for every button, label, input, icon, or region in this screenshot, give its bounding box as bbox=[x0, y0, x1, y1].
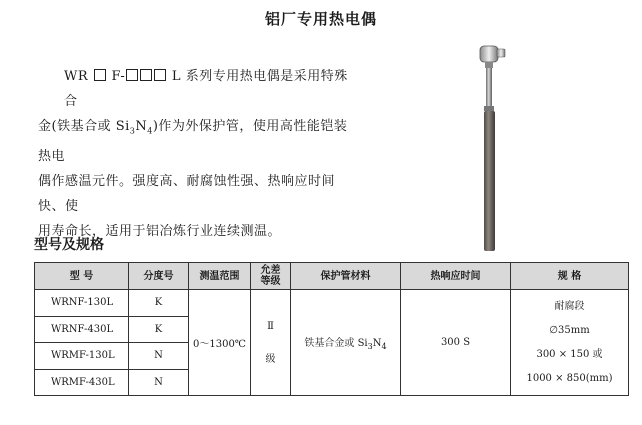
model-prefix: WR bbox=[64, 69, 89, 84]
thermocouple-photo bbox=[468, 36, 528, 258]
cell-grade: K bbox=[129, 290, 189, 317]
model-placeholder-box bbox=[140, 69, 152, 81]
table-row bbox=[35, 290, 629, 317]
subscript: 4 bbox=[147, 126, 153, 136]
intro-line1-tail: 系列专用热电偶是采用特殊合 bbox=[64, 69, 348, 109]
model-mid: F- bbox=[111, 69, 126, 84]
header-material: 保护管材料 bbox=[291, 263, 401, 290]
header-tolerance-line1: 允差 bbox=[260, 265, 281, 276]
model-placeholder-box bbox=[154, 69, 166, 81]
intro-line2-b: N bbox=[135, 119, 148, 134]
intro-line3: 偶作感温元件。强度高、耐腐蚀性强、热响应时间快、使 bbox=[38, 173, 336, 214]
intro-line2-a: 金(铁基合或 Si bbox=[38, 119, 130, 134]
spec-line: 300 × 150 或 bbox=[536, 348, 603, 360]
cell-range: 0～1300℃ bbox=[189, 290, 251, 396]
subscript: 3 bbox=[367, 342, 373, 351]
spec-line: 1000 × 850(mm) bbox=[526, 372, 613, 384]
header-model: 型 号 bbox=[35, 263, 129, 290]
tolerance-unit: 级 bbox=[265, 353, 276, 365]
cell-grade: N bbox=[129, 343, 189, 370]
cell-response: 300 S bbox=[401, 290, 511, 396]
cell-grade: N bbox=[129, 369, 189, 396]
cell-grade: K bbox=[129, 316, 189, 343]
model-placeholder-box bbox=[126, 69, 138, 81]
model-placeholder-box bbox=[94, 69, 106, 81]
header-response: 热响应时间 bbox=[401, 263, 511, 290]
cell-model: WRMF-430L bbox=[35, 369, 129, 396]
header-tolerance-line2: 等级 bbox=[260, 276, 281, 287]
page-title: 铝厂专用热电偶 bbox=[264, 10, 377, 28]
cell-material bbox=[291, 290, 401, 396]
intro-line2-c: )作为外保护管，使用高性能铠装热电 bbox=[38, 119, 348, 164]
tolerance-grade: Ⅱ bbox=[267, 320, 274, 332]
header-tolerance bbox=[251, 263, 291, 290]
model-suffix: L bbox=[171, 69, 182, 84]
cell-model: WRNF-130L bbox=[35, 290, 129, 317]
intro-line4: 用寿命长，适用于铝冶炼行业连续测温。 bbox=[38, 223, 282, 239]
spec-table bbox=[34, 262, 629, 396]
material-text: 铁基合金或 Si bbox=[304, 338, 368, 349]
cell-spec bbox=[511, 290, 629, 396]
cell-model: WRNF-430L bbox=[35, 316, 129, 343]
material-text: N bbox=[372, 338, 382, 349]
table-header-row bbox=[35, 263, 629, 290]
cell-model: WRMF-130L bbox=[35, 343, 129, 370]
section-title: 型号及规格 bbox=[34, 237, 104, 253]
header-range: 测温范围 bbox=[189, 263, 251, 290]
header-spec: 规 格 bbox=[511, 263, 629, 290]
intro-paragraph bbox=[38, 64, 356, 244]
subscript: 3 bbox=[129, 126, 136, 136]
subscript: 4 bbox=[381, 342, 387, 351]
cell-tolerance bbox=[251, 290, 291, 396]
spec-line: ∅35mm bbox=[549, 324, 590, 336]
header-grade-no: 分度号 bbox=[129, 263, 189, 290]
spec-line: 耐腐段 bbox=[554, 300, 585, 312]
